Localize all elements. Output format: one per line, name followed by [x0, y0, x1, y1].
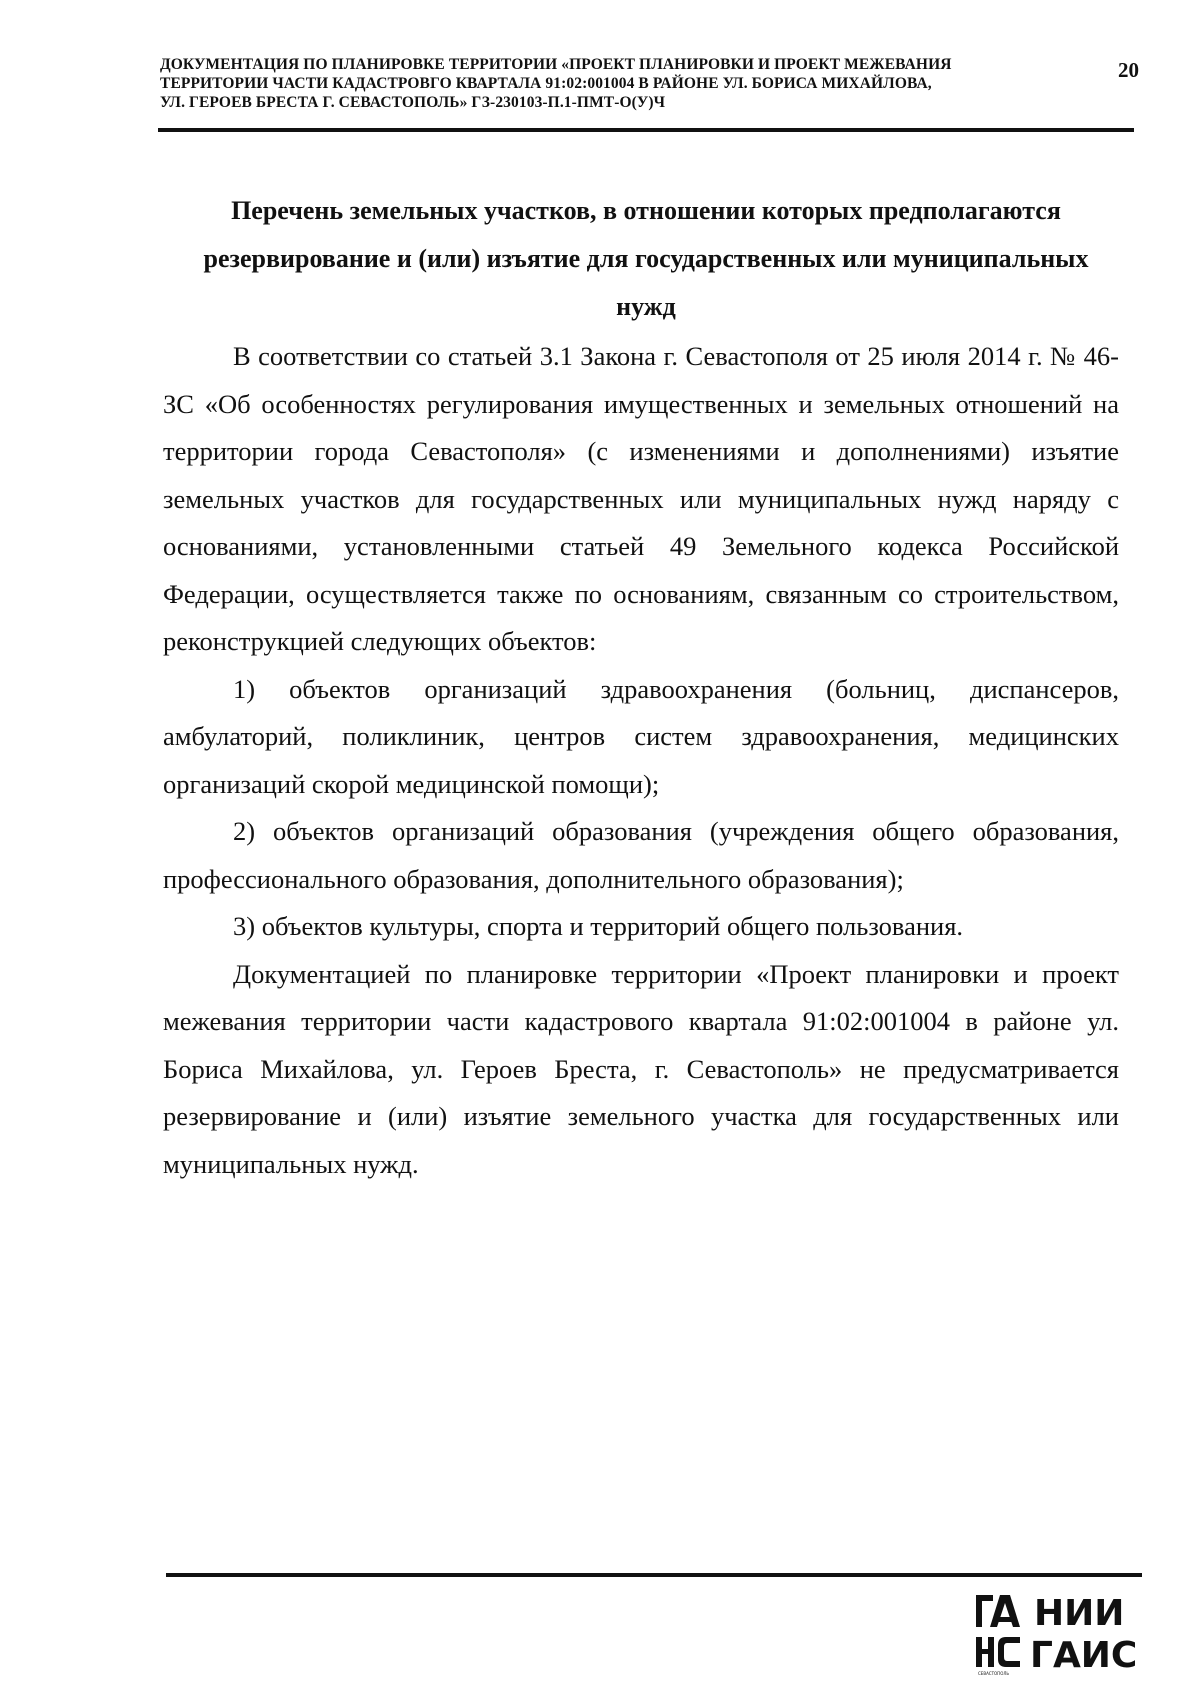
title-line-2: резервирование и (или) изъятие для государственных или муниципальных — [203, 244, 1089, 273]
paragraph-1-line-3: территории города Севастополя» (с изменениями и дополнениями) изъятие — [163, 436, 1119, 466]
gaes-monogram-icon — [976, 1595, 1020, 1667]
paragraph-1-line-7: реконструкцией следующих объектов: — [163, 626, 597, 656]
paragraph-1-line-6: Федерации, осуществляется также по основаниям, связанным со строительством, — [163, 578, 1119, 609]
paragraph-2-line-3: Бориса Михайлова, ул. Героев Бреста, г. Севастополь» не предусматривается — [163, 1053, 1119, 1084]
list-item-1-line-1: 1) объектов организаций здравоохранения (больниц, диспансеров, — [233, 673, 1119, 704]
logo-line-2: ГАИС — [1030, 1635, 1138, 1676]
header-divider — [158, 128, 1134, 132]
logo-line-1: НИИ — [1034, 1593, 1125, 1634]
list-item-2-line-1: 2) объектов организаций образования (учреждения общего образования, — [233, 816, 1119, 846]
paragraph-1-line-4: земельных участков для государственных или муниципальных нужд наряду с — [163, 483, 1119, 514]
header-line-3: УЛ. ГЕРОЕВ БРЕСТА Г. СЕВАСТОПОЛЬ» ГЗ-230103-П.1-ПМТ-О(У)Ч — [160, 94, 666, 111]
title-line-1: Перечень земельных участков, в отношении которых предполагаются — [231, 196, 1061, 225]
logo-caption: СЕВАСТОПОЛЬ — [978, 1671, 1010, 1676]
nii-gais-logo — [974, 1585, 1154, 1680]
page-number: 20 — [1118, 58, 1139, 82]
header-line-2: ТЕРРИТОРИИ ЧАСТИ КАДАСТРОВГО КВАРТАЛА 91:02:001004 В РАЙОНЕ УЛ. БОРИСА МИХАЙЛОВА, — [160, 75, 932, 92]
list-item-1-line-3: организаций скорой медицинской помощи); — [163, 768, 660, 799]
header-line-1: ДОКУМЕНТАЦИЯ ПО ПЛАНИРОВКЕ ТЕРРИТОРИИ «ПРОЕКТ ПЛАНИРОВКИ И ПРОЕКТ МЕЖЕВАНИЯ — [160, 56, 952, 73]
paragraph-1-line-2: ЗС «Об особенностях регулирования имущественных и земельных отношений на — [163, 388, 1119, 419]
title-line-3: нужд — [616, 292, 676, 321]
list-item-2-line-2: профессионального образования, дополнительного образования); — [163, 863, 904, 894]
list-item-3-line-1: 3) объектов культуры, спорта и территорий общего пользования. — [233, 911, 964, 941]
document-header — [160, 55, 1090, 112]
footer-divider — [166, 1573, 1142, 1577]
paragraph-1-line-5: основаниями, установленными статьей 49 Земельного кодекса Российской — [163, 531, 1119, 561]
paragraph-2-line-2: межевания территории части кадастрового квартала 91:02:001004 в районе ул. — [163, 1006, 1119, 1036]
list-item-1-line-2: амбулаторий, поликлиник, центров систем здравоохранения, медицинских — [163, 721, 1119, 751]
paragraph-2-line-1: Документацией по планировке территории «Проект планировки и проект — [233, 958, 1119, 989]
body-text — [163, 333, 1119, 1188]
paragraph-1-line-1: В соответствии со статьей 3.1 Закона г. Севастополя от 25 июля 2014 г. № 46- — [233, 341, 1119, 371]
section-title — [160, 187, 1132, 331]
paragraph-2-line-4: резервирование и (или) изъятие земельного участка для государственных или — [163, 1101, 1119, 1131]
paragraph-2-line-5: муниципальных нужд. — [163, 1148, 419, 1179]
